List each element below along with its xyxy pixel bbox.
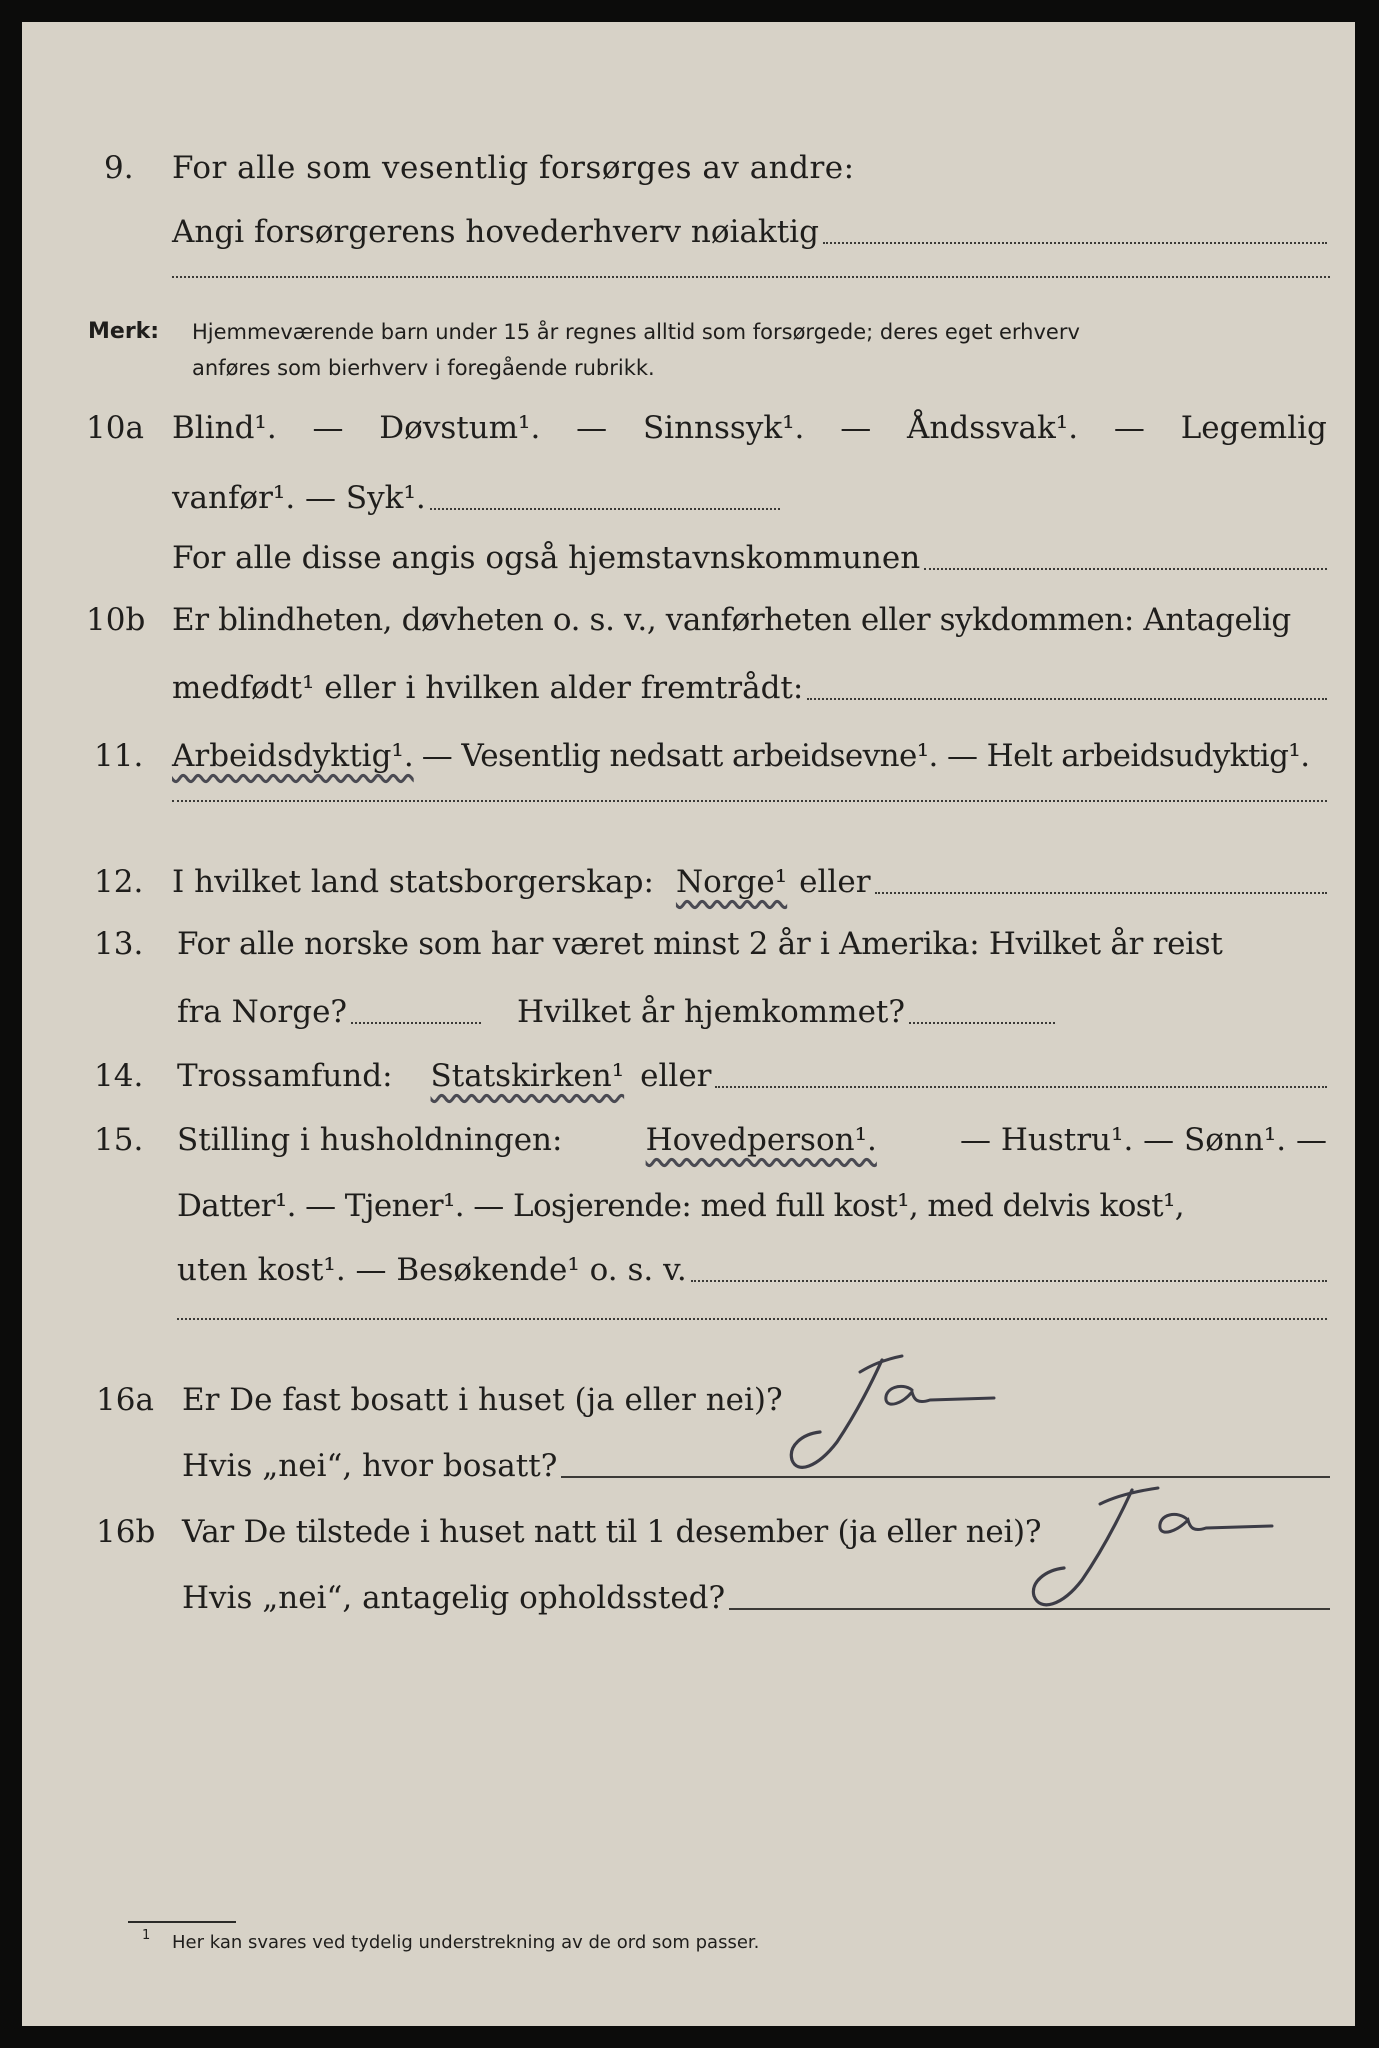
q9-answer-field[interactable]	[823, 242, 1327, 244]
q10a-number: 10a	[86, 410, 144, 446]
q9-heading	[172, 142, 1330, 194]
q13-number: 13.	[94, 926, 144, 962]
q9-line2-row	[22, 206, 1355, 258]
answer-statskirken-underlined[interactable]: Statskirken¹	[430, 1058, 625, 1094]
footnote-rule	[128, 1921, 236, 1923]
q11-line	[172, 730, 1327, 782]
q10b-row	[22, 594, 1355, 646]
q13-hjemkommet-field[interactable]	[909, 1022, 1055, 1024]
q16a-question: Er De fast bosatt i huset (ja eller nei)?	[182, 1382, 783, 1418]
answer-hovedperson-underlined[interactable]: Hovedperson¹.	[645, 1122, 877, 1158]
q9-extra-line[interactable]	[172, 276, 1330, 278]
q15-label: Stilling i husholdningen:	[177, 1122, 563, 1158]
q14-number: 14.	[94, 1058, 144, 1094]
census-form-page	[22, 22, 1355, 2026]
q16b-followup: Hvis „nei“, antagelig opholdssted?	[182, 1580, 726, 1616]
q10a-line3	[172, 532, 1327, 584]
option-blind[interactable]: Blind¹.	[172, 410, 277, 446]
q14-label: Trossamfund:	[177, 1058, 393, 1094]
q16a-line1	[182, 1374, 1327, 1426]
q13-line1	[177, 918, 1327, 970]
q9-line2-text: Angi forsørgerens hovederhverv nøiaktig	[172, 214, 819, 250]
dash: —	[840, 410, 872, 446]
q10a-items	[172, 402, 1327, 454]
option-andssvak[interactable]: Åndssvak¹.	[907, 410, 1079, 446]
q15-answer-field[interactable]	[691, 1280, 1327, 1282]
q14-row	[22, 1050, 1355, 1102]
q11-row	[22, 730, 1355, 782]
q15-line3	[177, 1244, 1327, 1296]
q15-line3-row	[22, 1244, 1355, 1296]
merk-label: Merk:	[88, 319, 160, 344]
q16a-number: 16a	[96, 1382, 154, 1418]
merk-line2: anføres som bierhverv i foregående rubrikk.	[192, 356, 655, 380]
q9-number: 9.	[104, 150, 134, 186]
option-sinnssyk[interactable]: Sinnssyk¹.	[642, 410, 805, 446]
q15-extra-line[interactable]	[177, 1318, 1327, 1320]
q16b-question: Var De tilstede i huset natt til 1 desember (ja eller nei)?	[182, 1514, 1042, 1550]
footnote-text: Her kan svares ved tydelig understrekning av de ord som passer.	[172, 1932, 760, 1953]
q10b-line2-row	[22, 662, 1355, 714]
q13-row	[22, 918, 1355, 970]
merk-line1: Hjemmeværende barn under 15 år regnes alltid som forsørgede; deres eget erhverv	[192, 320, 1080, 344]
q10b-line2-text: medfødt¹ eller i hvilken alder fremtrådt:	[172, 670, 804, 706]
q15-line3-text: uten kost¹. — Besøkende¹ o. s. v.	[177, 1252, 687, 1288]
answer-norge-underlined[interactable]: Norge¹	[675, 864, 788, 900]
q10a-row	[22, 402, 1355, 454]
q13-hjemkommet-label: Hvilket år hjemkommet?	[517, 994, 906, 1030]
q10a-line3-text: For alle disse angis også hjemstavnskommunen	[172, 540, 921, 576]
q15-line2	[177, 1180, 1327, 1232]
q9-line2	[172, 206, 1327, 258]
q16a-followup: Hvis „nei“, hvor bosatt?	[182, 1448, 558, 1484]
q10a-syk-field[interactable]	[430, 508, 780, 510]
q11-rest: — Vesentlig nedsatt arbeidsevne¹. — Helt arbeidsudyktig¹.	[421, 738, 1310, 774]
handwritten-ja-16a	[762, 1342, 1002, 1482]
q14-answer-field[interactable]	[715, 1086, 1327, 1088]
q10a-line2	[172, 472, 1330, 524]
q14-eller: eller	[640, 1058, 712, 1094]
q13-reist-label: fra Norge?	[177, 994, 348, 1030]
q16b-number: 16b	[96, 1514, 156, 1550]
q13-line2	[177, 986, 1055, 1038]
q10a-hjemstavn-field[interactable]	[924, 568, 1327, 570]
q12-eller: eller	[799, 864, 871, 900]
dash: —	[1113, 410, 1145, 446]
q13-line1-text: For alle norske som har været minst 2 år i Amerika: Hvilket år reist	[177, 926, 1223, 962]
q10b-line1-text: Er blindheten, døvheten o. s. v., vanførheten eller sykdommen: Antagelig	[172, 602, 1291, 638]
q15-options: — Hustru¹. — Sønn¹. —	[960, 1122, 1327, 1158]
handwritten-ja-16b	[1012, 1470, 1282, 1620]
q10b-number: 10b	[86, 602, 146, 638]
q10a-line2-row	[22, 472, 1355, 524]
q9-row	[22, 142, 1355, 194]
q10b-line1	[172, 594, 1327, 646]
q12-line	[172, 856, 1327, 908]
q10b-answer-field[interactable]	[807, 698, 1327, 700]
q10a-line3-row	[22, 532, 1355, 584]
q15-line1	[177, 1114, 1327, 1166]
option-arbeidsdyktig-underlined[interactable]: Arbeidsdyktig¹.	[172, 738, 414, 774]
footnote	[142, 1928, 760, 1953]
q15-line2-row	[22, 1180, 1355, 1232]
q9-heading-text: For alle som vesentlig forsørges av andre:	[172, 150, 855, 186]
q14-line	[177, 1050, 1327, 1102]
q10b-line2	[172, 662, 1327, 714]
merk-note	[22, 314, 1355, 386]
dash: —	[576, 410, 608, 446]
q12-question: I hvilket land statsborgerskap:	[172, 864, 654, 900]
footnote-mark: 1	[142, 1928, 151, 1943]
q12-number: 12.	[94, 864, 144, 900]
option-legemlig[interactable]: Legemlig	[1180, 410, 1327, 446]
q15-number: 15.	[94, 1122, 144, 1158]
q13-reist-field[interactable]	[351, 1022, 481, 1024]
option-dovstum[interactable]: Døvstum¹.	[379, 410, 541, 446]
q11-number: 11.	[94, 738, 144, 774]
q15-row	[22, 1114, 1355, 1166]
q12-row	[22, 856, 1355, 908]
q16a-row	[22, 1374, 1355, 1426]
q15-line2-text: Datter¹. — Tjener¹. — Losjerende: med full kost¹, med delvis kost¹,	[177, 1188, 1185, 1224]
q11-extra-line[interactable]	[172, 800, 1327, 802]
q10a-line2-text: vanfør¹. — Syk¹.	[172, 480, 426, 516]
dash: —	[312, 410, 344, 446]
q13-line2-row	[22, 986, 1355, 1038]
merk-text	[192, 314, 1330, 386]
q12-answer-field[interactable]	[875, 892, 1327, 894]
